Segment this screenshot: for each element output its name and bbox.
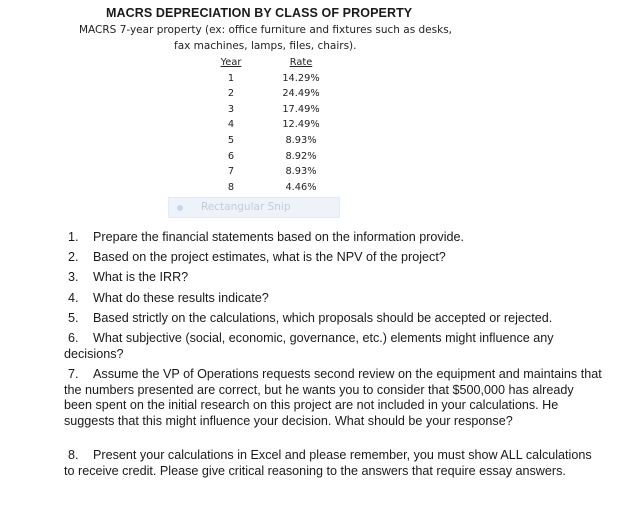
rate-cell: 14.29%	[282, 72, 320, 84]
col-header-year: Year	[220, 57, 242, 68]
subtitle-line-2: fax machines, lamps, files, chairs).	[174, 40, 357, 52]
year-cell: 4	[227, 119, 235, 131]
question-item	[64, 311, 604, 327]
rate-cell: 12.49%	[282, 119, 320, 131]
snip-mode-label: Rectangular Snip	[201, 201, 291, 213]
snip-mode-icon	[177, 205, 183, 211]
table-row	[0, 182, 643, 198]
question-text: Based on the project estimates, what is the NPV of the project?	[93, 250, 446, 264]
question-text: Based strictly on the calculations, which proposals should be accepted or rejected.	[93, 311, 553, 325]
table-row	[0, 135, 643, 151]
page-title: MACRS DEPRECIATION BY CLASS OF PROPERTY	[106, 6, 413, 20]
year-cell: 6	[227, 150, 235, 162]
year-cell: 8	[227, 181, 235, 193]
question-number: 3.	[68, 270, 79, 284]
table-row	[0, 88, 643, 104]
table-row	[0, 151, 643, 167]
question-text: What do these results indicate?	[93, 291, 269, 305]
question-number: 2.	[68, 250, 79, 264]
table-header-row	[0, 57, 643, 73]
question-text: Prepare the financial statements based on the information provide.	[93, 230, 465, 244]
question-item	[64, 250, 604, 266]
rate-cell: 24.49%	[282, 88, 320, 100]
year-cell: 7	[227, 166, 235, 178]
question-text: Present your calculations in Excel and please remember, you must show ALL calculations to receive credit. Please give critical reasoning to the answers that require essay answers.	[64, 448, 592, 478]
rate-cell: 4.46%	[285, 181, 317, 193]
rate-cell: 8.93%	[285, 166, 317, 178]
table-row	[0, 104, 643, 120]
rate-cell: 8.92%	[285, 150, 317, 162]
table-row	[0, 119, 643, 135]
question-number: 7.	[68, 367, 79, 381]
question-number: 8.	[68, 448, 79, 462]
question-item	[64, 291, 604, 307]
question-item	[64, 448, 604, 479]
question-item	[64, 230, 604, 246]
question-number: 5.	[68, 311, 79, 325]
year-cell: 5	[227, 135, 235, 146]
rate-cell: 17.49%	[282, 103, 320, 115]
question-text: What subjective (social, economic, governance, etc.) elements might influence any decisions?	[64, 331, 554, 361]
question-number: 1.	[68, 230, 79, 244]
table-row	[0, 73, 643, 89]
question-item	[64, 367, 604, 429]
col-header-rate: Rate	[289, 57, 313, 68]
question-number: 4.	[68, 291, 79, 305]
rectangular-snip-tooltip[interactable]	[168, 197, 340, 218]
question-text: What is the IRR?	[93, 270, 189, 284]
year-cell: 3	[227, 103, 235, 115]
question-number: 6.	[68, 331, 79, 345]
question-item	[64, 270, 604, 286]
subtitle-line-1: MACRS 7-year property (ex: office furniture and fixtures such as desks,	[79, 24, 453, 36]
question-item	[64, 331, 604, 362]
table-row	[0, 166, 643, 182]
year-cell: 2	[227, 88, 235, 100]
year-cell: 1	[227, 72, 235, 84]
rate-cell: 8.93%	[285, 135, 317, 146]
question-text: Assume the VP of Operations requests second review on the equipment and maintains that the numbers presented are correct, but he wants you to consider that $500,000 has already been spent on the initial research on this project are not included in your calculations. He suggests that this might influence your decision. What should be your response?	[64, 367, 602, 428]
